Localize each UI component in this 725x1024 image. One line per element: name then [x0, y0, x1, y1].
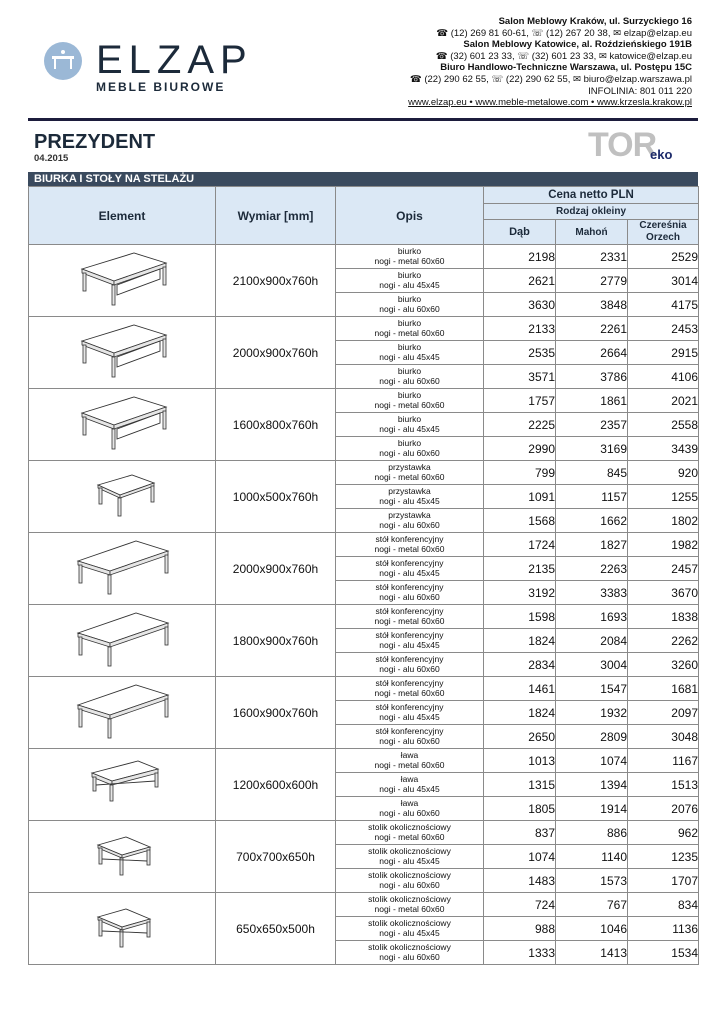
price-cherry-walnut: 2262 [628, 629, 699, 653]
col-header-veneer: Rodzaj okleiny [484, 204, 699, 220]
bench-icon [62, 800, 182, 817]
element-image [29, 317, 216, 389]
section-header: BIURKA I STOŁY NA STELAŻU [28, 172, 698, 186]
desk-icon [62, 296, 182, 313]
item-type: stół konferencyjny [375, 726, 444, 736]
leg-type: nogi - alu 60x60 [379, 663, 440, 674]
price-oak: 2135 [484, 557, 556, 581]
series-logo: TOR [588, 126, 657, 164]
price-mahogany: 2084 [556, 629, 628, 653]
leg-type: nogi - alu 45x45 [379, 423, 440, 434]
price-cherry-walnut: 2453 [628, 317, 699, 341]
price-mahogany: 1547 [556, 677, 628, 701]
price-oak: 2990 [484, 437, 556, 461]
item-type: stół konferencyjny [375, 558, 444, 568]
description-cell [336, 269, 484, 293]
element-image [29, 461, 216, 533]
price-mahogany: 1046 [556, 917, 628, 941]
dimension-cell: 2000x900x760h [216, 533, 336, 605]
leg-type: nogi - alu 60x60 [379, 735, 440, 746]
price-mahogany: 1573 [556, 869, 628, 893]
price-cherry-walnut: 1255 [628, 485, 699, 509]
price-oak: 837 [484, 821, 556, 845]
leg-type: nogi - metal 60x60 [374, 399, 445, 410]
price-mahogany: 2664 [556, 341, 628, 365]
price-cherry-walnut: 2097 [628, 701, 699, 725]
description-cell [336, 341, 484, 365]
dimension-cell: 1600x900x760h [216, 677, 336, 749]
dimension-cell: 2000x900x760h [216, 317, 336, 389]
leg-type: nogi - alu 60x60 [379, 951, 440, 962]
item-type: stolik okolicznościowy [368, 822, 451, 832]
price-oak: 1805 [484, 797, 556, 821]
price-oak: 2621 [484, 269, 556, 293]
leg-type: nogi - alu 45x45 [379, 711, 440, 722]
page-date: 04.2015 [34, 153, 69, 164]
col-header-finish-oak: Dąb [484, 220, 556, 245]
dimension-cell: 2100x900x760h [216, 245, 336, 317]
contact-line: ☎ (22) 290 62 55, ☏ (22) 290 62 55, ✉ biuro@elzap.warszawa.pl [409, 73, 692, 85]
price-mahogany: 1914 [556, 797, 628, 821]
extension-icon [62, 512, 182, 529]
price-cherry-walnut: 1707 [628, 869, 699, 893]
description-cell [336, 773, 484, 797]
item-type: biurko [397, 390, 422, 400]
description-cell [336, 461, 484, 485]
item-type: stół konferencyjny [375, 702, 444, 712]
leg-type: nogi - metal 60x60 [374, 903, 445, 914]
price-cherry-walnut: 4106 [628, 365, 699, 389]
leg-type: nogi - alu 45x45 [379, 495, 440, 506]
series-logo-suffix: eko [650, 147, 673, 162]
table-row [29, 749, 699, 773]
description-cell [336, 245, 484, 269]
leg-type: nogi - alu 45x45 [379, 639, 440, 650]
price-oak: 2198 [484, 245, 556, 269]
description-cell [336, 413, 484, 437]
item-type: biurko [397, 342, 422, 352]
brand-tagline: MEBLE BIUROWE [96, 80, 226, 94]
description-cell [336, 509, 484, 533]
price-oak: 2650 [484, 725, 556, 749]
price-oak: 1483 [484, 869, 556, 893]
leg-type: nogi - metal 60x60 [374, 327, 445, 338]
price-mahogany: 3848 [556, 293, 628, 317]
header-divider [28, 118, 698, 121]
description-cell [336, 725, 484, 749]
price-oak: 3571 [484, 365, 556, 389]
price-cherry-walnut: 1982 [628, 533, 699, 557]
desk-icon [62, 440, 182, 457]
description-cell [336, 485, 484, 509]
col-header-price: Cena netto PLN [484, 187, 699, 204]
dimension-cell: 1000x500x760h [216, 461, 336, 533]
price-mahogany: 1827 [556, 533, 628, 557]
table-row [29, 605, 699, 629]
leg-type: nogi - alu 45x45 [379, 855, 440, 866]
price-oak: 1074 [484, 845, 556, 869]
price-mahogany: 845 [556, 461, 628, 485]
description-cell [336, 749, 484, 773]
price-mahogany: 767 [556, 893, 628, 917]
price-oak: 1598 [484, 605, 556, 629]
price-mahogany: 3383 [556, 581, 628, 605]
side-table-icon [62, 872, 182, 889]
price-oak: 2535 [484, 341, 556, 365]
leg-type: nogi - alu 45x45 [379, 567, 440, 578]
price-oak: 1315 [484, 773, 556, 797]
price-oak: 1824 [484, 701, 556, 725]
price-mahogany: 1662 [556, 509, 628, 533]
price-oak: 3630 [484, 293, 556, 317]
col-header-dimension: Wymiar [mm] [216, 187, 336, 245]
element-image [29, 245, 216, 317]
element-image [29, 749, 216, 821]
item-type: stolik okolicznościowy [368, 846, 451, 856]
description-cell [336, 389, 484, 413]
price-oak: 2133 [484, 317, 556, 341]
price-mahogany: 2357 [556, 413, 628, 437]
item-type: biurko [397, 366, 422, 376]
price-oak: 2834 [484, 653, 556, 677]
contact-block [408, 16, 692, 109]
conference-table-icon [62, 584, 182, 601]
price-cherry-walnut: 1235 [628, 845, 699, 869]
price-cherry-walnut: 4175 [628, 293, 699, 317]
price-oak: 1824 [484, 629, 556, 653]
col-header-description: Opis [336, 187, 484, 245]
price-cherry-walnut: 962 [628, 821, 699, 845]
price-cherry-walnut: 2915 [628, 341, 699, 365]
contact-line: Salon Meblowy Katowice, al. Roździeńskiego 191B [463, 39, 692, 51]
price-cherry-walnut: 3014 [628, 269, 699, 293]
table-row [29, 893, 699, 917]
price-mahogany: 1932 [556, 701, 628, 725]
price-mahogany: 1394 [556, 773, 628, 797]
contact-line: INFOLINIA: 801 011 220 [588, 85, 692, 97]
leg-type: nogi - alu 45x45 [379, 783, 440, 794]
item-type: biurko [397, 246, 422, 256]
side-table-icon [62, 944, 182, 961]
table-row [29, 677, 699, 701]
leg-type: nogi - alu 45x45 [379, 927, 440, 938]
price-cherry-walnut: 2076 [628, 797, 699, 821]
item-type: stół konferencyjny [375, 678, 444, 688]
description-cell [336, 557, 484, 581]
price-cherry-walnut: 1681 [628, 677, 699, 701]
price-cherry-walnut: 1534 [628, 941, 699, 965]
price-cherry-walnut: 2558 [628, 413, 699, 437]
price-cherry-walnut: 3670 [628, 581, 699, 605]
table-row [29, 533, 699, 557]
price-cherry-walnut: 3439 [628, 437, 699, 461]
contact-line: Biuro Handlowo-Techniczne Warszawa, ul. Postępu 15C [440, 62, 692, 74]
description-cell [336, 941, 484, 965]
item-type: biurko [397, 318, 422, 328]
contact-line: Salon Meblowy Kraków, ul. Surzyckiego 16 [498, 16, 692, 27]
description-cell [336, 293, 484, 317]
leg-type: nogi - alu 60x60 [379, 591, 440, 602]
item-type: stół konferencyjny [375, 630, 444, 640]
item-type: stół konferencyjny [375, 534, 444, 544]
leg-type: nogi - alu 60x60 [379, 375, 440, 386]
conference-table-icon [62, 728, 182, 745]
dimension-cell: 1200x600x600h [216, 749, 336, 821]
leg-type: nogi - alu 60x60 [379, 807, 440, 818]
price-mahogany: 1157 [556, 485, 628, 509]
col-header-element: Element [29, 187, 216, 245]
leg-type: nogi - metal 60x60 [374, 831, 445, 842]
item-type: stół konferencyjny [375, 606, 444, 616]
price-oak: 2225 [484, 413, 556, 437]
brand-name: ELZAP [96, 38, 253, 82]
elzap-logo [44, 38, 253, 96]
price-cherry-walnut: 3048 [628, 725, 699, 749]
website-links[interactable]: www.elzap.eu • www.meble-metalowe.com • www.krzesla.krakow.pl [408, 97, 692, 109]
price-cherry-walnut: 2021 [628, 389, 699, 413]
contact-line: ☎ (12) 269 81 60-61, ☏ (12) 267 20 38, ✉ elzap@elzap.eu [436, 27, 692, 39]
price-oak: 799 [484, 461, 556, 485]
description-cell [336, 317, 484, 341]
leg-type: nogi - alu 45x45 [379, 279, 440, 290]
element-image [29, 533, 216, 605]
description-cell [336, 677, 484, 701]
price-oak: 1724 [484, 533, 556, 557]
item-type: ława [400, 750, 419, 760]
dimension-cell: 1800x900x760h [216, 605, 336, 677]
price-mahogany: 1861 [556, 389, 628, 413]
element-image [29, 389, 216, 461]
price-mahogany: 1140 [556, 845, 628, 869]
item-type: stół konferencyjny [375, 582, 444, 592]
price-mahogany: 3786 [556, 365, 628, 389]
price-cherry-walnut: 1167 [628, 749, 699, 773]
price-mahogany: 3004 [556, 653, 628, 677]
description-cell [336, 605, 484, 629]
element-image [29, 605, 216, 677]
price-cherry-walnut: 1838 [628, 605, 699, 629]
logo-desk-icon [44, 42, 82, 80]
description-cell [336, 533, 484, 557]
contact-line: ☎ (32) 601 23 33, ☏ (32) 601 23 33, ✉ katowice@elzap.eu [435, 50, 692, 62]
item-type: stolik okolicznościowy [368, 870, 451, 880]
price-oak: 988 [484, 917, 556, 941]
item-type: przystawka [388, 462, 431, 472]
item-type: stolik okolicznościowy [368, 918, 451, 928]
price-table [28, 186, 699, 965]
item-type: stolik okolicznościowy [368, 942, 451, 952]
price-mahogany: 886 [556, 821, 628, 845]
price-oak: 3192 [484, 581, 556, 605]
leg-type: nogi - metal 60x60 [374, 543, 445, 554]
price-cherry-walnut: 3260 [628, 653, 699, 677]
leg-type: nogi - alu 60x60 [379, 303, 440, 314]
price-oak: 1461 [484, 677, 556, 701]
price-oak: 1568 [484, 509, 556, 533]
table-row [29, 461, 699, 485]
price-cherry-walnut: 1136 [628, 917, 699, 941]
price-mahogany: 2261 [556, 317, 628, 341]
dimension-cell: 700x700x650h [216, 821, 336, 893]
table-row [29, 245, 699, 269]
price-cherry-walnut: 2457 [628, 557, 699, 581]
description-cell [336, 437, 484, 461]
price-cherry-walnut: 834 [628, 893, 699, 917]
description-cell [336, 893, 484, 917]
description-cell [336, 917, 484, 941]
leg-type: nogi - metal 60x60 [374, 615, 445, 626]
item-type: ława [400, 774, 419, 784]
price-mahogany: 1413 [556, 941, 628, 965]
price-cherry-walnut: 920 [628, 461, 699, 485]
dimension-cell: 1600x800x760h [216, 389, 336, 461]
item-type: biurko [397, 294, 422, 304]
item-type: przystawka [388, 486, 431, 496]
price-mahogany: 1693 [556, 605, 628, 629]
price-mahogany: 1074 [556, 749, 628, 773]
element-image [29, 677, 216, 749]
price-oak: 1333 [484, 941, 556, 965]
price-cherry-walnut: 1802 [628, 509, 699, 533]
item-type: biurko [397, 438, 422, 448]
description-cell [336, 845, 484, 869]
description-cell [336, 821, 484, 845]
desk-icon [62, 368, 182, 385]
description-cell [336, 629, 484, 653]
leg-type: nogi - metal 60x60 [374, 255, 445, 266]
price-cherry-walnut: 1513 [628, 773, 699, 797]
item-type: ława [400, 798, 419, 808]
price-cherry-walnut: 2529 [628, 245, 699, 269]
description-cell [336, 653, 484, 677]
description-cell [336, 869, 484, 893]
item-type: stół konferencyjny [375, 654, 444, 664]
description-cell [336, 701, 484, 725]
leg-type: nogi - metal 60x60 [374, 759, 445, 770]
element-image [29, 893, 216, 965]
price-mahogany: 2331 [556, 245, 628, 269]
page-title: PREZYDENT [34, 131, 156, 153]
price-oak: 1757 [484, 389, 556, 413]
item-type: przystawka [388, 510, 431, 520]
leg-type: nogi - alu 45x45 [379, 351, 440, 362]
col-header-finish-cherry-walnut: Czereśnia Orzech [628, 220, 699, 245]
price-mahogany: 2809 [556, 725, 628, 749]
price-mahogany: 2263 [556, 557, 628, 581]
price-oak: 1013 [484, 749, 556, 773]
item-type: biurko [397, 270, 422, 280]
col-header-finish-mahogany: Mahoń [556, 220, 628, 245]
table-row [29, 317, 699, 341]
table-row [29, 821, 699, 845]
table-row [29, 389, 699, 413]
element-image [29, 821, 216, 893]
price-mahogany: 3169 [556, 437, 628, 461]
description-cell [336, 797, 484, 821]
item-type: stolik okolicznościowy [368, 894, 451, 904]
description-cell [336, 581, 484, 605]
leg-type: nogi - alu 60x60 [379, 447, 440, 458]
leg-type: nogi - alu 60x60 [379, 519, 440, 530]
leg-type: nogi - metal 60x60 [374, 471, 445, 482]
price-oak: 1091 [484, 485, 556, 509]
leg-type: nogi - metal 60x60 [374, 687, 445, 698]
dimension-cell: 650x650x500h [216, 893, 336, 965]
item-type: biurko [397, 414, 422, 424]
description-cell [336, 365, 484, 389]
price-oak: 724 [484, 893, 556, 917]
leg-type: nogi - alu 60x60 [379, 879, 440, 890]
price-mahogany: 2779 [556, 269, 628, 293]
conference-table-icon [62, 656, 182, 673]
